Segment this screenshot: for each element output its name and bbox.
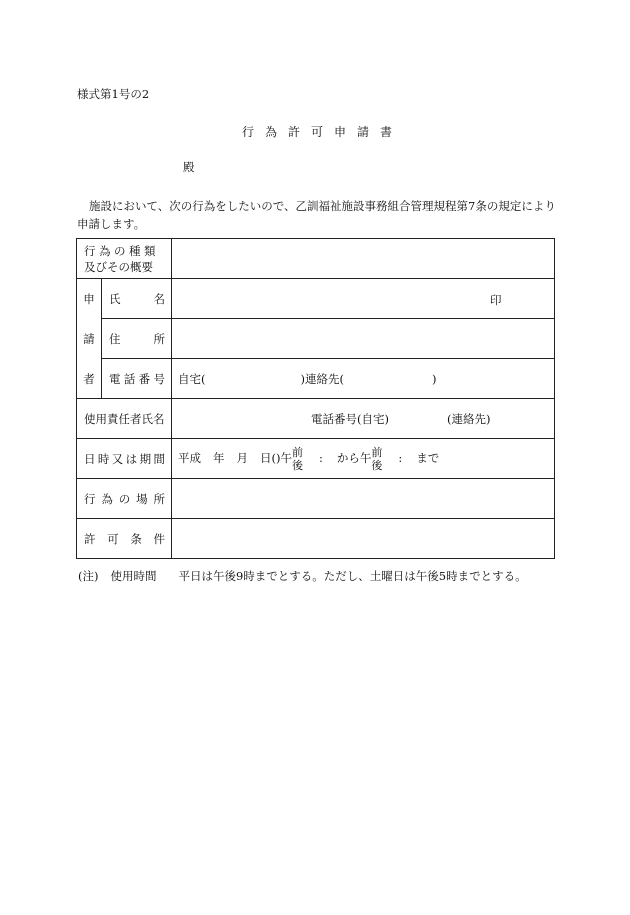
ampm-am-1: 前	[292, 445, 303, 459]
conditions-label	[77, 519, 172, 559]
conditions-row	[77, 519, 555, 559]
conditions-label-char-3: 件	[153, 531, 165, 546]
responsible-label	[77, 399, 172, 439]
datetime-label-char-0: 日	[84, 451, 96, 466]
name-label-char-0: 氏	[109, 291, 121, 306]
phone-close: )	[431, 371, 437, 386]
ampm-stack-2	[371, 446, 382, 472]
date-year: 年	[213, 450, 225, 465]
document-title: 行為許可申請書	[242, 125, 404, 139]
place-label-char-0: 行	[84, 491, 96, 506]
date-noon1: )午	[276, 450, 292, 465]
ampm-pm-1: 後	[292, 458, 303, 472]
phone-input[interactable]	[172, 359, 555, 399]
name-row	[77, 279, 555, 319]
phone-label-char-2: 番	[138, 371, 151, 386]
responsible-label-text: 使用責任者氏名	[84, 411, 165, 426]
intro-text: 施設において、次の行為をしたいので、乙訓福祉施設事務組合管理規程第7条の規定により申請します。	[77, 199, 556, 231]
phone-label-text	[102, 371, 171, 387]
date-era: 平成	[178, 450, 201, 465]
ampm-am-2: 前	[371, 445, 383, 459]
place-label-char-4: 所	[153, 491, 165, 506]
datetime-label	[77, 439, 172, 479]
activity-input[interactable]	[172, 239, 555, 279]
activity-label-line1: 行為の種類	[84, 243, 159, 258]
place-label	[77, 479, 172, 519]
time-from: から午	[336, 450, 372, 465]
place-row	[77, 479, 555, 519]
place-label-char-3: 場	[136, 491, 148, 506]
responsible-phone: 電話番号(自宅)	[311, 411, 389, 426]
form-number: 様式第1号の2	[77, 87, 150, 101]
note-text: 平日は午後9時までとする。ただし、土曜日は午後5時までとする。	[178, 569, 527, 583]
name-input[interactable]	[172, 279, 555, 319]
place-label-text	[77, 491, 171, 507]
name-label-text	[102, 291, 171, 307]
conditions-input[interactable]	[172, 519, 555, 559]
datetime-row	[77, 439, 555, 479]
phone-contact: )連絡先(	[300, 371, 344, 386]
datetime-label-char-5: 間	[153, 451, 165, 466]
time-colon-1: :	[319, 450, 323, 465]
date-month: 月	[236, 450, 248, 465]
datetime-label-text	[77, 451, 171, 467]
address-row	[77, 319, 555, 359]
address-label-char-1: 所	[153, 331, 165, 346]
activity-row	[77, 239, 555, 279]
phone-home: 自宅(	[178, 371, 206, 386]
datetime-label-char-2: 又	[111, 451, 124, 466]
datetime-label-char-3: は	[125, 451, 138, 466]
name-label	[102, 279, 172, 319]
note-label: 使用時間	[110, 569, 157, 583]
footnote	[78, 568, 527, 584]
place-label-char-1: 為	[101, 491, 113, 506]
conditions-label-char-2: 条	[130, 531, 142, 546]
applicant-char-1: 申	[83, 291, 95, 306]
phone-label-char-3: 号	[153, 371, 165, 386]
conditions-label-text	[77, 531, 171, 547]
applicant-label	[77, 279, 102, 399]
phone-label-char-1: 話	[123, 371, 136, 386]
place-label-char-2: の	[118, 491, 131, 506]
activity-label-line2: 及びその概要	[84, 259, 153, 274]
datetime-label-char-1: 時	[97, 451, 110, 466]
seal-mark: 印	[490, 293, 502, 307]
time-colon-2: :	[398, 450, 403, 465]
conditions-label-char-1: 可	[107, 531, 119, 546]
responsible-row	[77, 399, 555, 439]
activity-label	[77, 239, 172, 279]
datetime-input[interactable]	[172, 439, 555, 479]
responsible-input[interactable]	[172, 399, 555, 439]
address-label-text	[102, 331, 171, 347]
address-input[interactable]	[172, 319, 555, 359]
place-input[interactable]	[172, 479, 555, 519]
phone-row	[77, 359, 555, 399]
note-prefix: (注)	[78, 569, 99, 583]
ampm-stack-1	[292, 446, 303, 472]
time-until: まで	[416, 450, 440, 465]
date-day: 日(	[260, 450, 276, 465]
applicant-char-3: 者	[83, 371, 95, 386]
ampm-pm-2: 後	[371, 458, 383, 472]
responsible-contact: (連絡先)	[446, 411, 491, 426]
application-form-table	[76, 238, 555, 559]
addressee: 殿	[183, 160, 195, 174]
phone-label	[102, 359, 172, 399]
datetime-label-char-4: 期	[139, 451, 152, 466]
conditions-label-char-0: 許	[84, 531, 96, 546]
phone-label-char-0: 電	[109, 371, 121, 386]
address-label-char-0: 住	[109, 331, 121, 346]
applicant-char-2: 請	[83, 331, 95, 346]
name-label-char-1: 名	[153, 291, 165, 306]
address-label	[102, 319, 172, 359]
